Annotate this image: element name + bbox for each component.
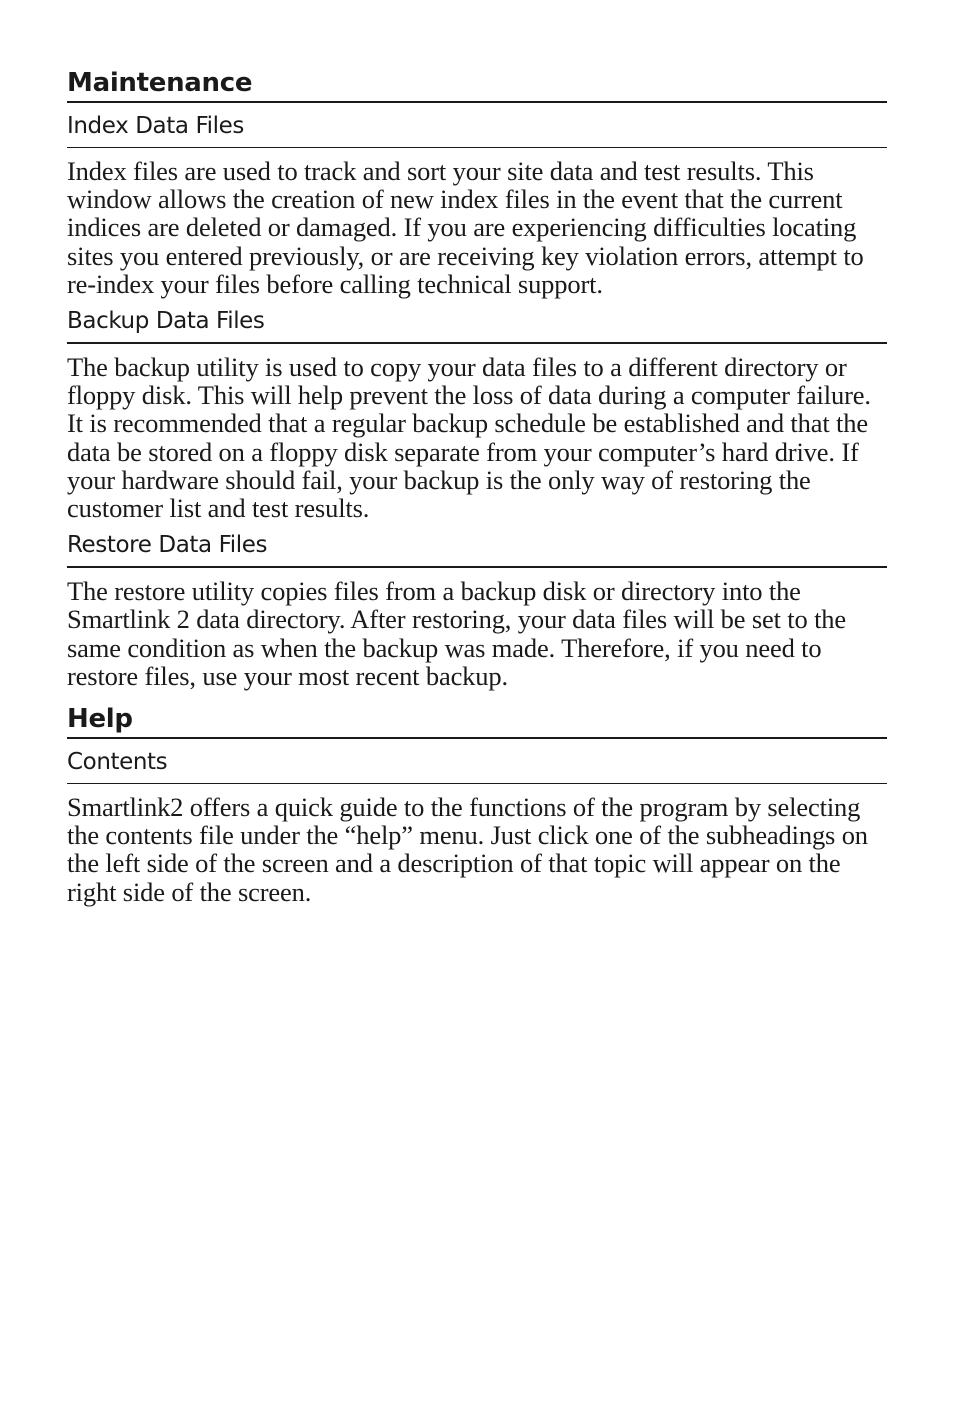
restore-data-files-subheading: Restore Data Files [67,530,887,568]
index-data-files-paragraph: Index files are used to track and sort your site data and test results. This window allows the creation of new index files in the event that the current indices are deleted or damaged. If you are experiencing difficulties locating sites you entered previously, or are receiving key violation errors, attempt to re-index your files before calling technical support. [67,156,864,299]
backup-data-files-subheading: Backup Data Files [67,306,887,344]
backup-data-files-paragraph: The backup utility is used to copy your data files to a different directory or floppy disk. This will help prevent the loss of data during a computer failure. It is recommended that a regular backup schedule be established and that the data be stored on a floppy disk separate from your computer’s hard drive. If your hardware should fail, your backup is the only way of restoring the customer list and test results. [67,352,871,524]
contents-paragraph: Smartlink2 offers a quick guide to the functions of the program by selecting the contents file under the “help” menu. Just click one of the subheadings on the left side of the screen and a description of that topic will appear on the right side of the screen. [67,792,868,907]
maintenance-heading: Maintenance [67,66,887,103]
index-data-files-subheading: Index Data Files [67,111,887,148]
contents-subheading: Contents [67,747,887,784]
help-heading: Help [67,702,887,739]
restore-data-files-paragraph: The restore utility copies files from a backup disk or directory into the Smartlink 2 data directory. After restoring, your data files will be set to the same condition as when the backup was made. Therefore, if you need to restore files, use your most recent backup. [67,576,847,691]
document-page [67,66,887,906]
